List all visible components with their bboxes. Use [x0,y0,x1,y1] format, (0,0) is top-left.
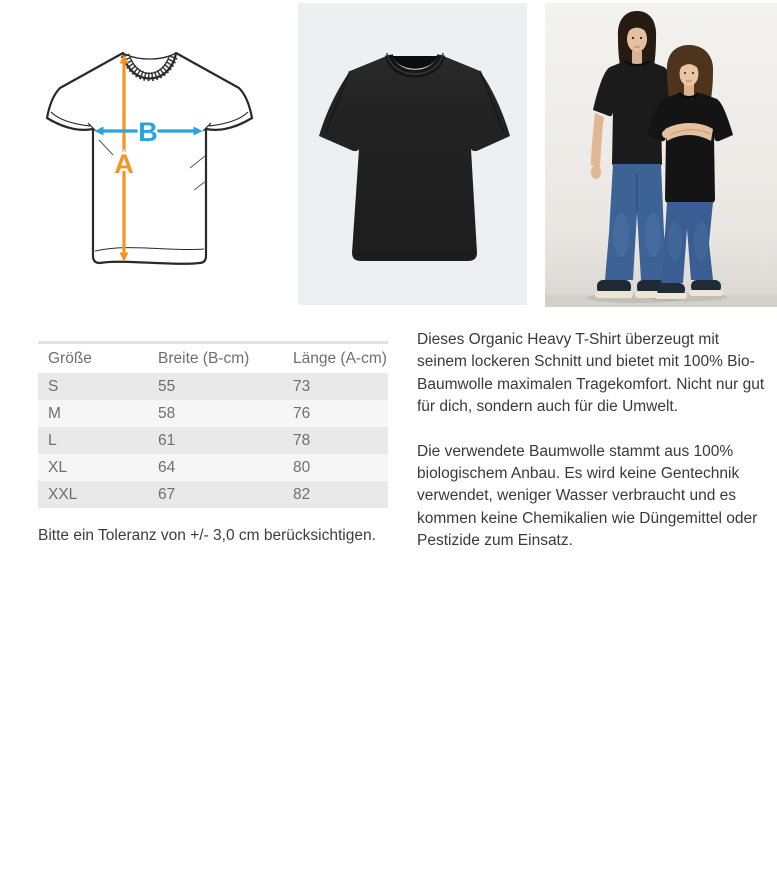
size-cell: M [48,404,61,422]
models-photo [545,3,777,307]
product-description [417,329,770,575]
length-label: A [114,149,134,179]
length-cell: 73 [293,377,311,395]
black-tshirt-image [298,3,527,305]
length-cell: 78 [293,431,311,449]
size-table-row [38,427,388,454]
size-cell: S [48,377,59,395]
length-cell: 76 [293,404,311,422]
column-header-width: Breite (B-cm) [148,343,283,374]
column-header-length: Länge (A-cm) [283,343,388,374]
width-cell: 58 [158,404,176,422]
size-table [38,341,388,508]
size-table-row [38,481,388,508]
product-photo-front [298,3,527,305]
width-cell: 55 [158,377,176,395]
tolerance-note: Bitte ein Toleranz von +/- 3,0 cm berücksichtigen. [38,527,376,544]
size-cell: L [48,431,57,449]
description-paragraph: Die verwendete Baumwolle stammt aus 100% biologischem Anbau. Es wird keine Gentechnik verwendet, weniger Wasser verbraucht und es kommen keine Chemikalien wie Düngemittel oder Pestizide zum Einsatz. [417,442,758,550]
width-cell: 64 [158,458,176,476]
size-table-header-row [38,343,388,374]
size-diagram [40,45,258,271]
size-cell: XXL [48,485,78,503]
size-table-row [38,400,388,427]
width-cell: 61 [158,431,176,449]
length-cell: 82 [293,485,311,503]
width-cell: 67 [158,485,176,503]
size-table-row [38,454,388,481]
description-paragraph: Dieses Organic Heavy T-Shirt überzeugt mit seinem lockeren Schnitt und bietet mit 100% Bio-Baumwolle maximalen Tragekomfort. Nicht nur gut für dich, sondern auch für die Umwelt. [417,331,765,416]
size-table-row [38,373,388,400]
tshirt-outline-drawing [47,53,252,264]
length-cell: 80 [293,458,311,476]
size-cell: XL [48,458,67,476]
column-header-size: Größe [38,343,148,374]
models-image [545,3,777,307]
width-label: B [138,117,158,147]
